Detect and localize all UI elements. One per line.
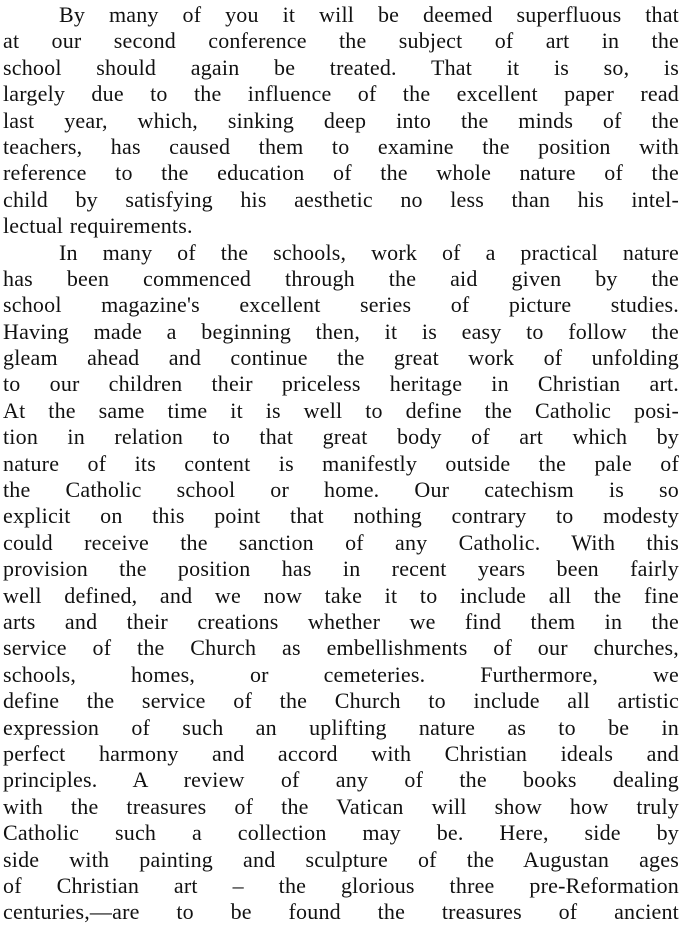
- paragraph-2-line-20: perfect harmony and accord with Christian ideals and: [3, 740, 679, 766]
- paragraph-2-line-3: school magazine's excellent series of picture studies.: [3, 292, 679, 318]
- paragraph-2-line-19: expression of such an uplifting nature as to be in: [3, 714, 679, 740]
- paragraph-2-line-25: of Christian art – the glorious three pre-Reformation: [3, 872, 679, 898]
- paragraph-1-line-8: child by satisfying his aesthetic no less than his intel-: [3, 186, 679, 212]
- paragraph-2-line-8: tion in relation to that great body of art which by: [3, 424, 679, 450]
- paragraph-2-line-11: explicit on this point that nothing contrary to modesty: [3, 503, 679, 529]
- paragraph-2-line-7: At the same time it is well to define the Catholic posi-: [3, 397, 679, 423]
- paragraph-2-line-22: with the treasures of the Vatican will show how truly: [3, 793, 679, 819]
- paragraph-1-line-2: at our second conference the subject of art in the: [3, 28, 679, 54]
- paragraph-2-line-21: principles. A review of any of the books dealing: [3, 767, 679, 793]
- paragraph-2-line-18: define the service of the Church to include all artistic: [3, 688, 679, 714]
- paragraph-1-line-4: largely due to the influence of the excellent paper read: [3, 81, 679, 107]
- paragraph-2-line-14: well defined, and we now take it to include all the fine: [3, 582, 679, 608]
- paragraph-2-line-1: In many of the schools, work of a practical nature: [59, 239, 679, 265]
- paragraph-2-line-24: side with painting and sculpture of the Augustan ages: [3, 846, 679, 872]
- paragraph-2-line-9: nature of its content is manifestly outside the pale of: [3, 450, 679, 476]
- paragraph-1-line-9: lectual requirements.: [3, 213, 193, 239]
- paragraph-2-line-10: the Catholic school or home. Our catechism is so: [3, 477, 679, 503]
- paragraph-2-line-17: schools, homes, or cemeteries. Furthermore, we: [3, 661, 679, 687]
- paragraph-2-line-4: Having made a beginning then, it is easy to follow the: [3, 318, 679, 344]
- paragraph-1-line-6: teachers, has caused them to examine the position with: [3, 133, 679, 159]
- paragraph-2-line-5: gleam ahead and continue the great work of unfolding: [3, 345, 679, 371]
- paragraph-1-line-3: school should again be treated. That it is so, is: [3, 54, 679, 80]
- paragraph-1-line-1: By many of you it will be deemed superfluous that: [59, 2, 679, 27]
- paragraph-2-line-26: centuries,—are to be found the treasures of ancient: [3, 899, 679, 925]
- paragraph-2-line-15: arts and their creations whether we find them in the: [3, 608, 679, 634]
- paragraph-1-line-5: last year, which, sinking deep into the minds of the: [3, 107, 679, 133]
- paragraph-2-line-16: service of the Church as embellishments of our churches,: [3, 635, 679, 661]
- paragraph-2-line-12: could receive the sanction of any Catholic. With this: [3, 529, 679, 555]
- paragraph-2-line-2: has been commenced through the aid given by the: [3, 265, 679, 291]
- paragraph-2-line-13: provision the position has in recent years been fairly: [3, 556, 679, 582]
- body-text: [3, 2, 679, 926]
- paragraph-2-line-6: to our children their priceless heritage in Christian art.: [3, 371, 679, 397]
- paragraph-2-line-23: Catholic such a collection may be. Here, side by: [3, 820, 679, 846]
- paragraph-1-line-7: reference to the education of the whole nature of the: [3, 160, 679, 186]
